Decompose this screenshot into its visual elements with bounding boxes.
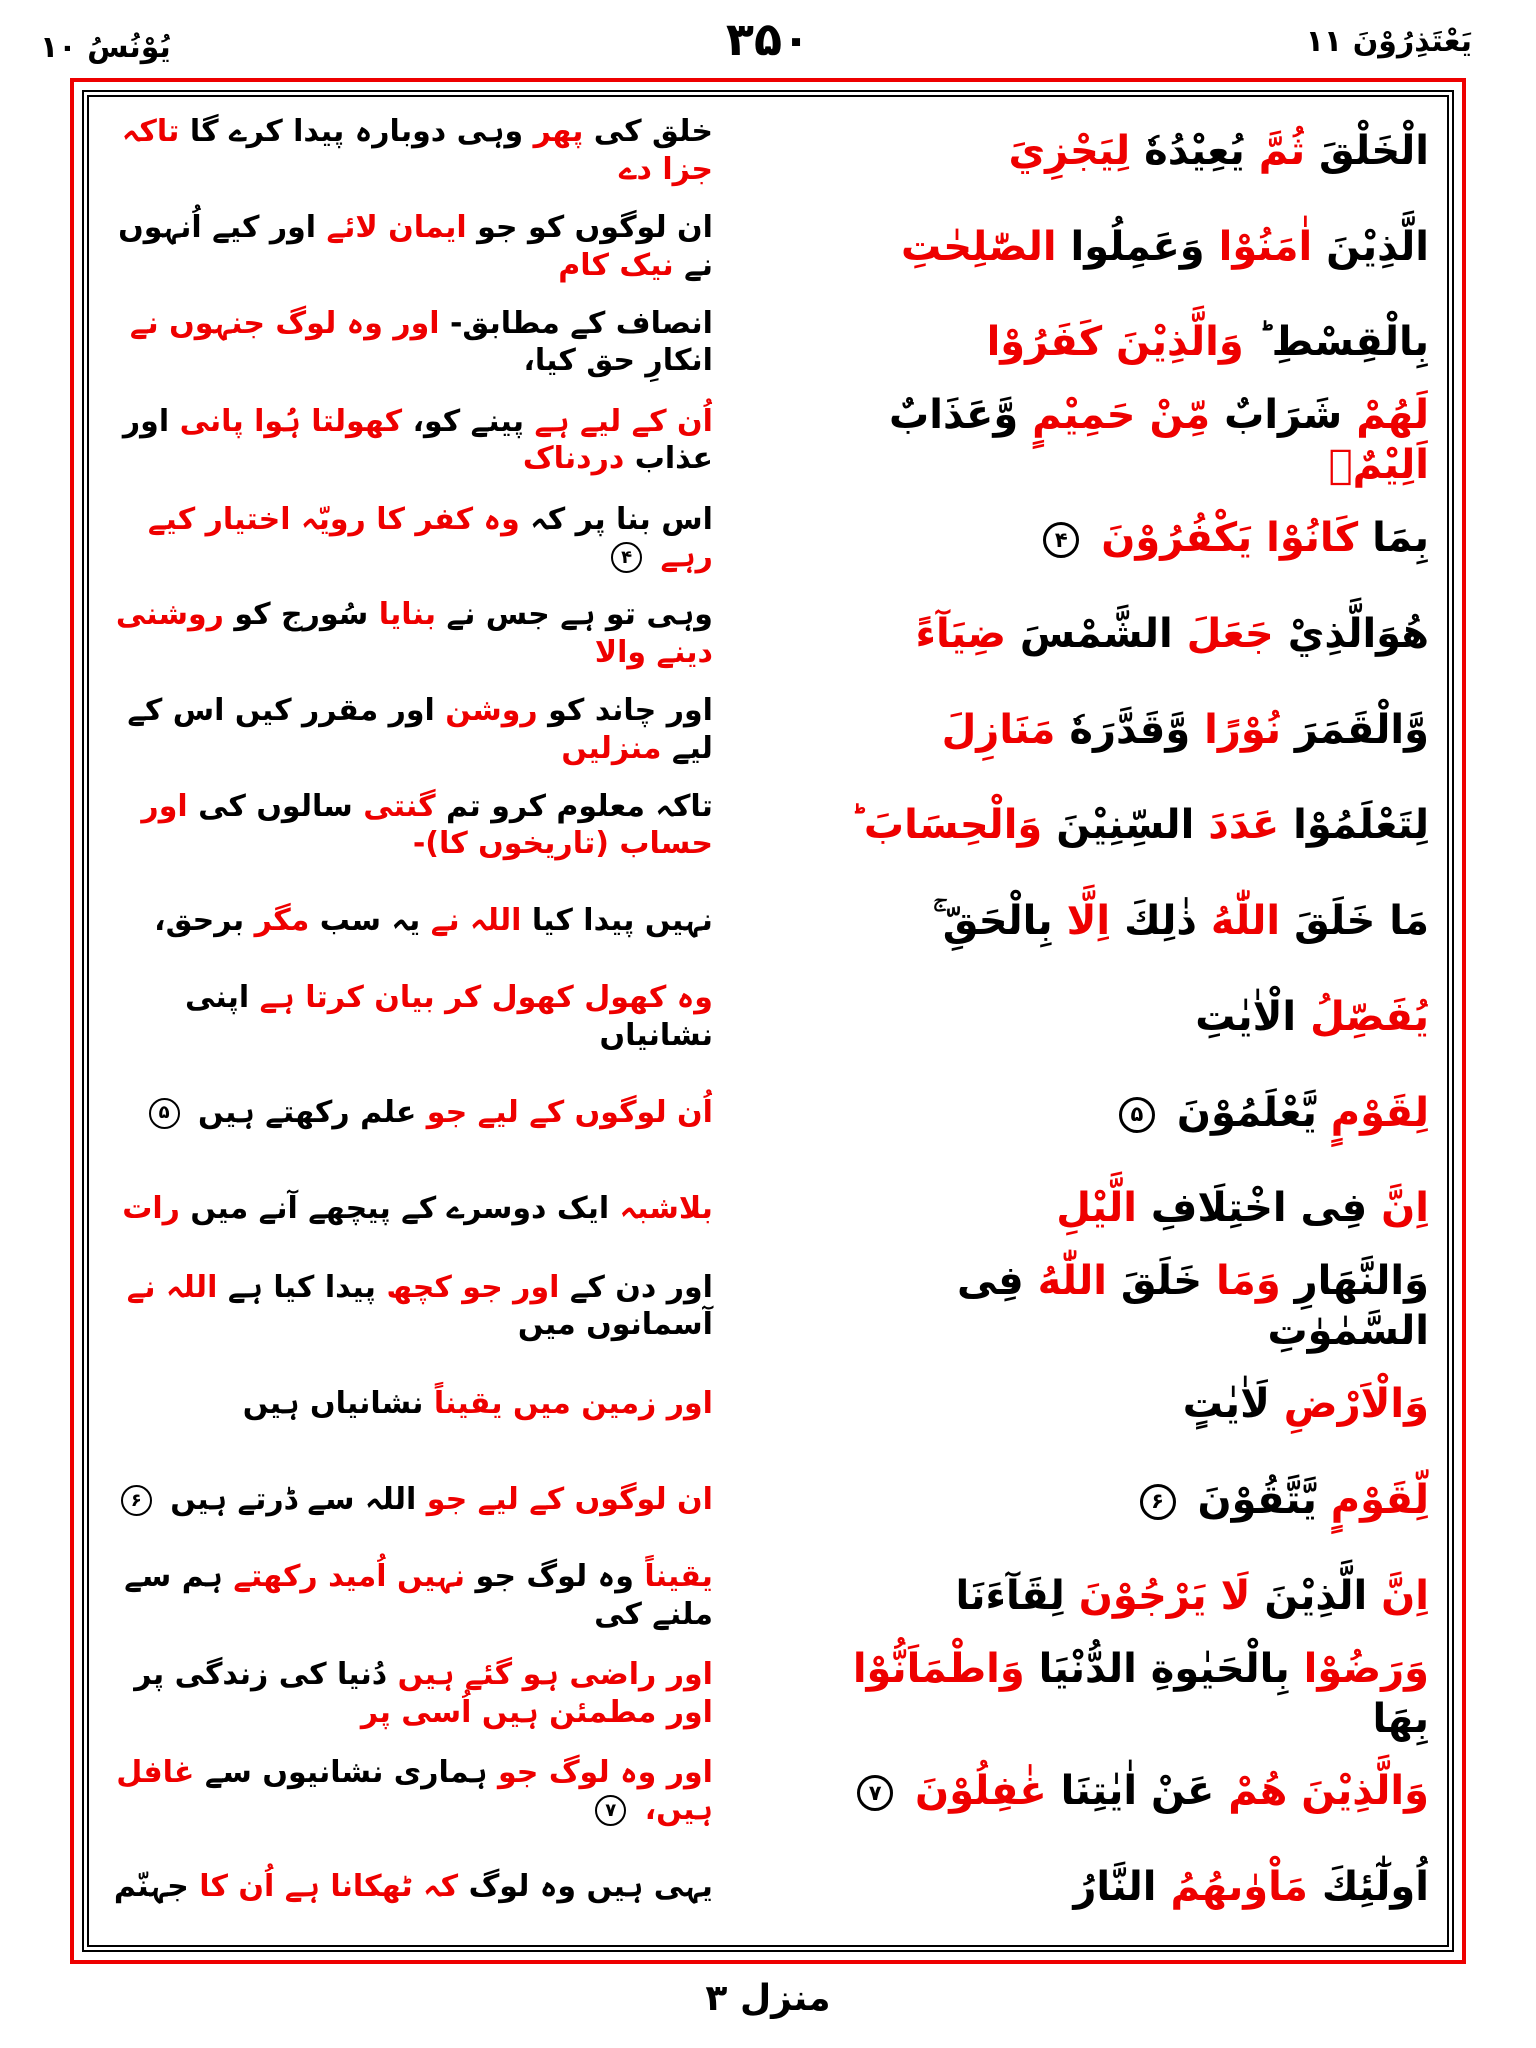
text-segment: عَنْ اٰيٰتِنَا xyxy=(1060,1768,1215,1815)
text-segment: وہی دوبارہ پیدا کرے گا xyxy=(189,114,524,150)
arabic-verse xyxy=(793,1256,1429,1356)
verse-row xyxy=(103,873,1429,969)
urdu-translation xyxy=(103,209,713,284)
arabic-verse xyxy=(793,222,1429,272)
text-segment: اُن لوگوں کے لیے جو xyxy=(426,1094,713,1130)
text-segment: يَّعْلَمُوْنَ xyxy=(1176,1089,1317,1136)
aya-number-badge: ۷ xyxy=(857,1775,893,1811)
text-segment: بِالْقِسْطِ ؕ xyxy=(1257,319,1429,366)
text-segment: بِهَا xyxy=(1372,1695,1429,1742)
text-segment: ان لوگوں کو جو xyxy=(477,210,713,246)
verse-row xyxy=(103,1256,1429,1356)
text-segment: غافل ہیں، xyxy=(116,1754,713,1828)
urdu-translation xyxy=(103,1656,713,1731)
text-segment: یہ سب xyxy=(319,903,421,939)
text-segment: یہی ہیں وہ لوگ xyxy=(468,1869,713,1905)
text-segment: مَنَازِلَ xyxy=(941,706,1056,753)
text-segment: لِّقَوْمٍ xyxy=(1330,1476,1429,1523)
text-segment: وہ لوگ جو xyxy=(475,1559,634,1595)
aya-number-badge: ۶ xyxy=(121,1485,152,1516)
verse-row xyxy=(103,1744,1429,1840)
text-segment: الصّٰلِحٰتِ xyxy=(900,223,1057,270)
text-segment: اور زمین میں یقیناً xyxy=(433,1386,713,1422)
urdu-translation xyxy=(103,501,713,576)
urdu-translation xyxy=(103,1481,713,1519)
text-segment: وَاطْمَاَنُّوْا xyxy=(852,1645,1025,1692)
text-segment: آسمانوں میں xyxy=(517,1307,713,1343)
text-segment: وَعَمِلُوا xyxy=(1070,223,1205,270)
arabic-verse xyxy=(793,705,1429,755)
text-segment: اُن کے لیے ہے xyxy=(534,403,713,439)
text-segment: اللہ نے xyxy=(430,903,522,939)
text-segment: لَهُمْ xyxy=(1356,392,1429,439)
text-segment: وَالْاَرْضِ xyxy=(1283,1381,1429,1428)
text-segment: ہماری نشانیوں سے xyxy=(204,1754,488,1790)
text-segment: اس بنا پر کہ xyxy=(530,501,713,537)
text-segment: اللہ سے ڈرتے ہیں xyxy=(170,1482,417,1518)
arabic-verse xyxy=(793,1088,1429,1138)
urdu-translation xyxy=(103,979,713,1054)
arabic-verse xyxy=(793,390,1429,490)
urdu-translation xyxy=(103,113,713,188)
text-segment: لِيَجْزِيَ xyxy=(1008,127,1131,174)
urdu-translation xyxy=(103,305,713,380)
text-segment: نہیں اُمید رکھتے xyxy=(233,1559,466,1595)
text-segment: ضِيَآءً xyxy=(915,610,1006,657)
text-segment: اور وہ لوگ جو xyxy=(497,1754,713,1790)
text-segment: اللّٰهُ xyxy=(1037,1258,1107,1305)
text-segment: نیک کام xyxy=(558,247,674,283)
text-segment: جہنّم xyxy=(113,1869,189,1905)
text-segment: تاکہ جزا دے xyxy=(121,114,713,187)
verse-row xyxy=(103,199,1429,295)
surah-marker: یُوْنُسُ ۱۰ xyxy=(40,30,171,65)
text-segment: النَّارُ xyxy=(1073,1864,1157,1911)
text-segment: پھر xyxy=(533,114,584,150)
arabic-verse xyxy=(793,609,1429,659)
arabic-verse xyxy=(793,1379,1429,1429)
text-segment: يَّتَّقُوْنَ xyxy=(1197,1476,1317,1523)
text-segment: اور چاند کو xyxy=(548,693,713,729)
text-segment: مَا خَلَقَ xyxy=(1294,898,1429,945)
text-segment: اور عذاب xyxy=(122,403,713,477)
text-segment: يُفَصِّلُ xyxy=(1310,993,1429,1040)
urdu-translation xyxy=(103,788,713,863)
text-segment: پیدا کیا ہے xyxy=(227,1269,376,1305)
text-segment: خَلَقَ xyxy=(1120,1258,1203,1305)
text-segment: اِنَّ xyxy=(1381,1572,1429,1619)
urdu-translation xyxy=(103,1754,713,1829)
text-segment: انصاف کے مطابق- xyxy=(449,305,713,341)
urdu-translation xyxy=(103,1094,713,1132)
arabic-verse xyxy=(793,1644,1429,1744)
text-segment: ہم سے ملنے کی xyxy=(124,1559,713,1632)
page-frame-inner xyxy=(82,90,1454,1952)
verse-row xyxy=(103,778,1429,874)
arabic-verse xyxy=(793,896,1429,946)
text-segment: اور وہ لوگ جنہوں نے xyxy=(129,305,440,341)
aya-number-badge: ۴ xyxy=(611,542,642,573)
text-segment: وَالَّذِيْنَ كَفَرُوْا xyxy=(986,319,1244,366)
urdu-translation xyxy=(103,902,713,940)
text-segment: لِتَعْلَمُوْا xyxy=(1293,802,1429,849)
text-segment: وَرَضُوْا xyxy=(1303,1645,1429,1692)
text-segment: خلق کی xyxy=(593,114,713,150)
arabic-verse xyxy=(793,1475,1429,1525)
text-segment: اللّٰهُ xyxy=(1210,898,1281,945)
text-segment: اور مقرر کیں اس کے لیے xyxy=(127,693,713,766)
arabic-verse xyxy=(793,1862,1429,1912)
text-segment: اِنَّ xyxy=(1381,1185,1429,1232)
verse-row xyxy=(103,1161,1429,1257)
text-segment: انکارِ حق کیا، xyxy=(523,343,713,379)
text-segment: منزلیں xyxy=(561,730,662,766)
text-segment: الْخَلْقَ xyxy=(1319,127,1429,174)
text-segment: اٰمَنُوْا xyxy=(1218,223,1313,270)
arabic-verse xyxy=(793,1571,1429,1621)
text-segment: لِقَوْمٍ xyxy=(1330,1089,1429,1136)
text-segment: کہ ٹھکانا ہے اُن کا xyxy=(199,1869,459,1905)
text-segment: عَدَدَ xyxy=(1208,802,1280,849)
text-segment: مِّنْ حَمِيْمٍ xyxy=(1032,392,1211,439)
text-segment: روشن xyxy=(445,693,538,729)
arabic-verse xyxy=(793,126,1429,176)
verse-row xyxy=(103,1452,1429,1548)
text-segment: لِقَآءَنَا xyxy=(955,1572,1065,1619)
text-segment: تاکہ معلوم کرو تم xyxy=(445,788,713,824)
text-segment: السِّنِيْنَ xyxy=(1056,802,1195,849)
text-segment: شَرَابٌ xyxy=(1224,392,1343,439)
verse-rows xyxy=(103,103,1429,1935)
manzil-marker: منزل ۳ xyxy=(705,1978,831,2019)
text-segment: الَّذِيْنَ xyxy=(1326,223,1429,270)
verse-row xyxy=(103,682,1429,778)
verse-row xyxy=(103,490,1429,586)
text-segment: الْاٰيٰتِ xyxy=(1195,993,1297,1040)
urdu-translation xyxy=(103,1868,713,1906)
arabic-verse xyxy=(793,1766,1429,1816)
text-segment: ایک دوسرے کے پیچھے آنے میں xyxy=(190,1190,610,1226)
text-segment: نُوْرًا xyxy=(1204,706,1281,753)
verse-row xyxy=(103,586,1429,682)
text-segment: اور کیے اُنہوں نے xyxy=(118,210,713,283)
arabic-verse xyxy=(793,992,1429,1042)
text-segment: وَّعَذَابٌ xyxy=(889,392,1019,439)
text-segment: الشَّمْسَ xyxy=(1019,610,1173,657)
text-segment: اللہ نے xyxy=(126,1269,218,1305)
text-segment: غٰفِلُوْنَ xyxy=(915,1768,1047,1815)
text-segment: فِى اخْتِلَافِ xyxy=(1150,1185,1368,1232)
verse-row xyxy=(103,103,1429,199)
text-segment: وَّالْقَمَرَ xyxy=(1294,706,1429,753)
text-segment: الَّذِيْنَ xyxy=(1264,1572,1368,1619)
urdu-translation xyxy=(103,1190,713,1228)
text-segment: وہ کفر کا رویّہ اختیار کیے رہے xyxy=(147,501,713,575)
text-segment: كَانُوْا يَكْفُرُوْنَ xyxy=(1101,515,1359,562)
text-segment: بِمَا xyxy=(1372,515,1429,562)
verse-row xyxy=(103,969,1429,1065)
text-segment: دُنیا کی زندگی پر xyxy=(134,1657,388,1692)
urdu-translation xyxy=(103,1269,713,1344)
verse-row xyxy=(103,295,1429,391)
text-segment: مگر xyxy=(254,903,310,939)
urdu-translation xyxy=(103,1385,713,1423)
text-segment: وہ کھول کھول کر بیان کرتا ہے xyxy=(259,980,713,1016)
text-segment: برحق، xyxy=(154,903,245,939)
text-segment: اُولٰٓئِكَ xyxy=(1321,1864,1429,1911)
text-segment: کھولتا ہُوا پانی xyxy=(179,403,403,439)
text-segment: یقیناً xyxy=(644,1559,713,1595)
text-segment: اِلَّا xyxy=(1066,898,1111,945)
verse-row xyxy=(103,1356,1429,1452)
text-segment: هُوَالَّذِيْ xyxy=(1287,610,1429,657)
aya-number-badge: ۶ xyxy=(1140,1484,1176,1520)
text-segment: دردناک xyxy=(522,441,625,477)
text-segment: وَالْحِسَابَ ؕ xyxy=(850,802,1043,849)
text-segment: بنایا xyxy=(378,597,437,633)
text-segment: ایمان لائے xyxy=(326,210,467,246)
text-segment: وَّقَدَّرَهٗ xyxy=(1069,706,1191,753)
text-segment: الَّيْلِ xyxy=(1056,1185,1137,1232)
text-segment: بِالْحَقِّ ۚ xyxy=(932,898,1053,945)
verse-row xyxy=(103,390,1429,490)
text-segment: روشنی دینے والا xyxy=(115,597,713,670)
aya-number-badge: ۴ xyxy=(1043,522,1079,558)
arabic-verse xyxy=(793,1183,1429,1233)
text-segment: نہیں پیدا کیا xyxy=(531,903,713,939)
text-segment: بلاشبہ xyxy=(619,1190,713,1226)
text-segment: اور حساب (تاریخوں کا)- xyxy=(141,788,713,862)
text-segment: لَا يَرْجُوْنَ xyxy=(1078,1572,1251,1619)
text-segment: گنتی xyxy=(363,788,436,824)
text-segment: مَاْوٰىهُمُ xyxy=(1170,1864,1308,1911)
text-segment: وَالنَّهَارِ xyxy=(1294,1258,1429,1305)
text-segment: اور راضی ہو گئے ہیں xyxy=(397,1657,713,1692)
verse-row xyxy=(103,1548,1429,1644)
text-segment: اور جو کچھ xyxy=(386,1269,560,1305)
urdu-translation xyxy=(103,692,713,767)
page-number: ۳۵۰ xyxy=(725,12,811,66)
text-segment: جَعَلَ xyxy=(1186,610,1274,657)
text-segment: لَاٰيٰتٍ xyxy=(1182,1381,1270,1428)
text-segment: وہی تو ہے جس نے xyxy=(446,597,713,633)
verse-row xyxy=(103,1839,1429,1935)
text-segment: پینے کو، xyxy=(412,403,524,439)
text-segment: يُعِيْدُهٗ xyxy=(1144,127,1245,174)
text-segment: اور دن کے xyxy=(569,1269,713,1305)
text-segment: اور مطمئن ہیں اُسی پر xyxy=(360,1694,713,1730)
arabic-verse xyxy=(793,317,1429,367)
juz-marker: یَعْتَذِرُوْنَ ۱۱ xyxy=(1305,24,1472,59)
text-segment: اپنی نشانیاں xyxy=(184,980,713,1053)
text-segment: سُورج کو xyxy=(234,597,369,633)
page-frame xyxy=(70,78,1466,1964)
arabic-verse xyxy=(793,800,1429,850)
text-segment: وَمَا xyxy=(1216,1258,1281,1305)
urdu-translation xyxy=(103,403,713,478)
text-segment: سالوں کی xyxy=(198,788,353,824)
text-segment: فِى السَّمٰوٰتِ xyxy=(957,1258,1429,1355)
text-segment: ذٰلِكَ xyxy=(1124,898,1197,945)
verse-row xyxy=(103,1644,1429,1744)
text-segment: علم رکھتے ہیں xyxy=(198,1094,417,1130)
text-segment: نشانیاں ہیں xyxy=(242,1386,424,1422)
verse-row xyxy=(103,1065,1429,1161)
aya-number-badge: ۷ xyxy=(595,1795,626,1826)
urdu-translation xyxy=(103,1558,713,1633)
text-segment: ان لوگوں کے لیے جو xyxy=(426,1482,713,1518)
text-segment: وَالَّذِيْنَ هُمْ xyxy=(1228,1768,1429,1815)
aya-number-badge: ۵ xyxy=(1119,1097,1155,1133)
text-segment: اَلِيْمٌۢ xyxy=(1328,442,1429,489)
urdu-translation xyxy=(103,596,713,671)
text-segment: رات xyxy=(122,1190,180,1226)
text-segment: ثُمَّ xyxy=(1258,127,1306,174)
text-segment: بِالْحَيٰوةِ الدُّنْيَا xyxy=(1038,1645,1290,1692)
aya-number-badge: ۵ xyxy=(149,1098,180,1129)
arabic-verse xyxy=(793,513,1429,563)
